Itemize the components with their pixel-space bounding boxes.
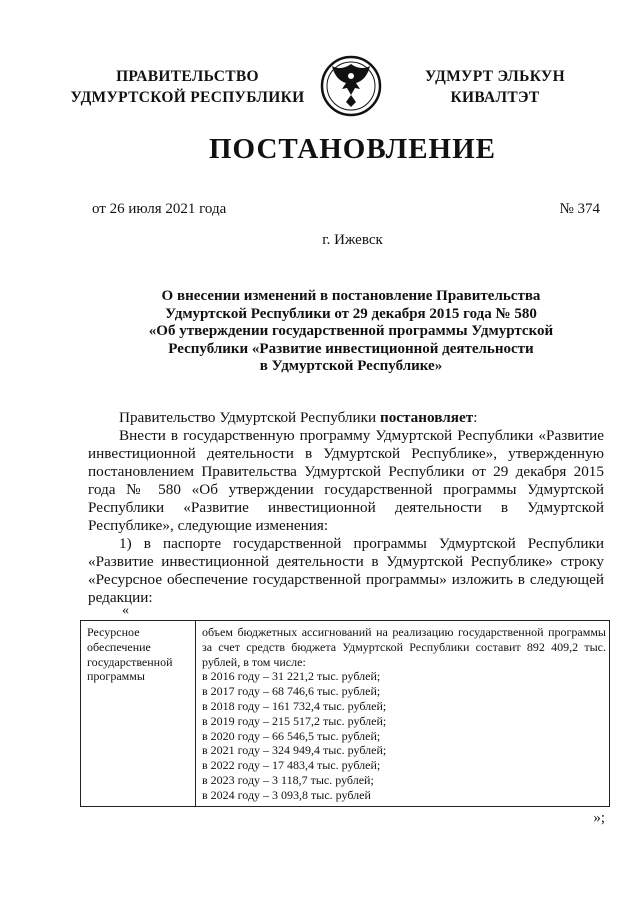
intro-text: Правительство Удмуртской Республики (119, 409, 380, 426)
intro-colon: : (473, 409, 478, 426)
funding-text: объем бюджетных ассигнований на реализацию государственной программы за счет средств бюджета Удмуртской Республики составит 892 409,2 тыс. рублей, в том числе: (202, 625, 606, 669)
header-right-line1: УДМУРТ ЭЛЬКУН (425, 68, 565, 85)
header-left-line1: ПРАВИТЕЛЬСТВО (116, 68, 259, 85)
year-line: в 2023 году – 3 118,7 тыс. рублей; (202, 772, 374, 787)
document-date: от 26 июля 2021 года (92, 201, 227, 217)
document-body (88, 409, 604, 607)
document-title: ПОСТАНОВЛЕНИЕ (208, 133, 496, 165)
year-line: в 2017 году – 68 746,6 тыс. рублей; (202, 684, 381, 699)
document-subject (135, 288, 567, 376)
coat-of-arms-icon (320, 55, 382, 117)
intro-verb: постановляет (379, 409, 474, 426)
year-line: в 2018 году – 161 732,4 тыс. рублей; (202, 698, 387, 713)
year-line: в 2020 году – 66 546,5 тыс. рублей; (202, 728, 381, 743)
paragraph-1: Внести в государственную программу Удмуртской Республики «Развитие инвестиционной деятельности в Удмуртской Республике», утвержденную постановлением Правительства Удмуртской Республики от 29 декабря 2015 года № 580 «Об утверждении государственной программы Удмуртской Республики «Развитие инвестиционной деятельности в Удмуртской Республике», следующие изменения: (88, 427, 604, 534)
subject-line: в Удмуртской Республике» (259, 358, 443, 374)
row-value (196, 621, 610, 807)
subject-line: Удмуртской Республики от 29 декабря 2015 года № 580 (165, 305, 537, 322)
year-line: в 2022 году – 17 483,4 тыс. рублей; (202, 758, 381, 773)
paragraph-2: 1) в паспорте государственной программы Удмуртской Республики «Развитие инвестиционной деятельности в Удмуртской Республике» строку «Ресурсное обеспечение государственной программы» изложить в следующей редакции: (88, 535, 604, 606)
subject-line: Республики «Развитие инвестиционной деятельности (168, 340, 534, 357)
header-left-line2: УДМУРТСКОЙ РЕСПУБЛИКИ (70, 89, 305, 106)
header-left (60, 66, 315, 108)
year-line: в 2024 году – 3 093,8 тыс. рублей (202, 787, 371, 802)
header-right-line2: КИВАЛТЭТ (450, 89, 540, 106)
quote-close: »; (593, 810, 605, 826)
year-line: в 2016 году – 31 221,2 тыс. рублей; (202, 669, 381, 684)
subject-line: О внесении изменений в постановление Правительства (161, 288, 541, 304)
quote-open: « (122, 603, 129, 618)
document-city: г. Ижевск (322, 232, 383, 248)
intro-paragraph (88, 409, 604, 427)
document-number: № 374 (559, 201, 600, 217)
year-line: в 2019 году – 215 517,2 тыс. рублей; (202, 713, 387, 728)
row-label: Ресурсное обеспечение государственной программы (81, 621, 196, 807)
header-right (395, 66, 595, 108)
year-line: в 2021 году – 324 949,4 тыс. рублей; (202, 743, 387, 758)
subject-line: «Об утверждении государственной программы Удмуртской (148, 323, 554, 339)
table-row (81, 621, 610, 807)
resource-table (80, 620, 610, 807)
